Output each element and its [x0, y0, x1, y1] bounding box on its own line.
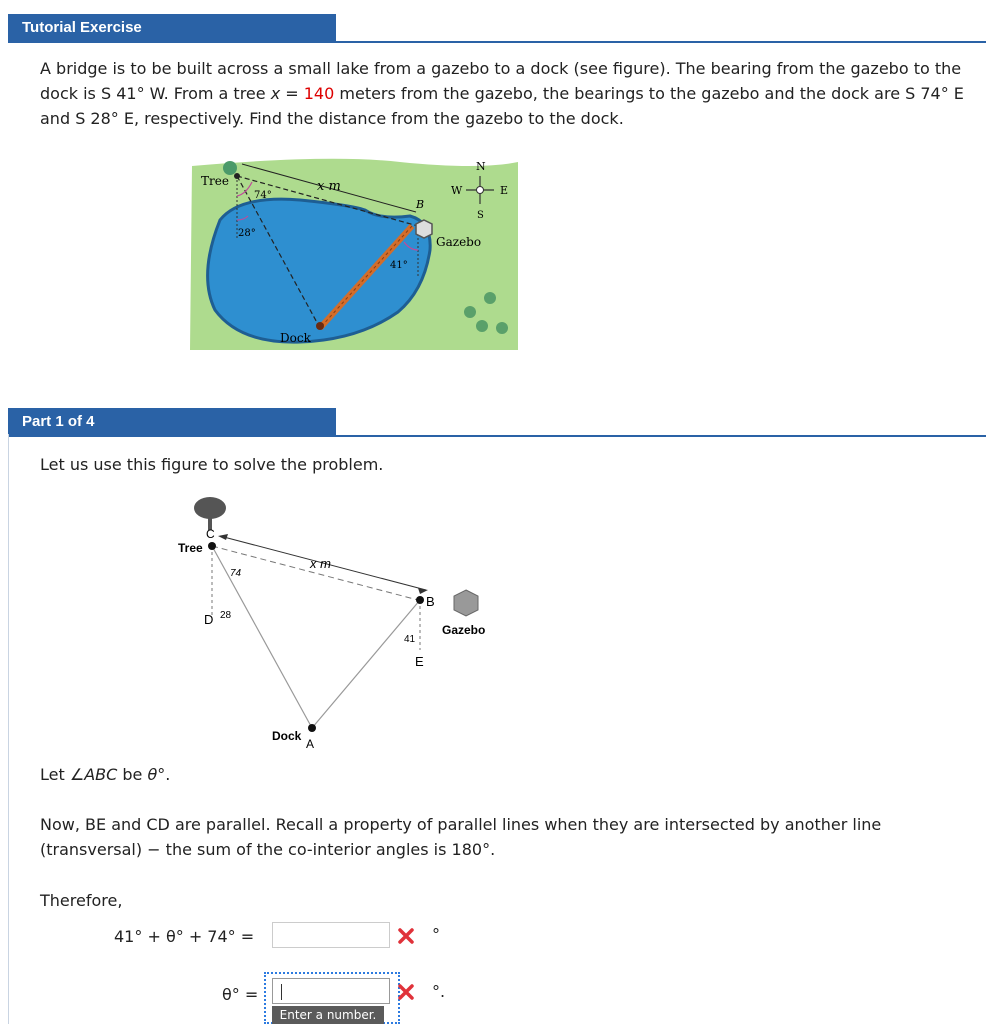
line-cb-dashed [212, 546, 418, 600]
part-header [8, 408, 986, 438]
point-c [208, 542, 216, 550]
equation-2-input[interactable] [272, 978, 390, 1004]
input-tooltip: Enter a number. [272, 1006, 384, 1024]
line-ba [312, 600, 420, 728]
let-angle-text [40, 762, 170, 787]
label-tree: Tree [201, 174, 229, 188]
let-prefix: Let [40, 765, 70, 784]
label-28: 28° [238, 228, 256, 239]
x-equals: = [280, 84, 304, 103]
label-gazebo: Gazebo [442, 623, 486, 637]
gazebo-icon [416, 220, 432, 238]
label-tree: Tree [178, 541, 203, 555]
tree-point [234, 173, 240, 179]
label-e: E [415, 654, 424, 669]
let-mid: be [117, 765, 148, 784]
label-c: C [206, 527, 215, 541]
line-ca [212, 546, 312, 728]
problem-text-a: A bridge is to be built across a small lake from a gazebo to a dock (see figure). The bearing from the gazebo to the dock is S 41° W. From a tree [40, 59, 962, 103]
point-a [308, 724, 316, 732]
gazebo-icon [454, 590, 478, 616]
tree-icon [223, 161, 237, 175]
compass-e: E [500, 184, 509, 197]
label-b: B [416, 198, 425, 211]
label-41: 41° [390, 260, 408, 271]
label-xm: x m [310, 556, 331, 571]
label-gazebo: Gazebo [436, 235, 482, 249]
part-frame-left [8, 434, 9, 1024]
text-caret [281, 984, 282, 1000]
label-dock: Dock [280, 331, 311, 345]
theta-symbol: θ [147, 765, 158, 784]
equation-2-unit: °. [432, 982, 446, 1001]
label-d: D [204, 612, 214, 627]
header-rule [8, 41, 986, 43]
problem-statement [40, 56, 970, 131]
label-b: B [426, 594, 435, 609]
therefore-text: Therefore, [40, 891, 123, 910]
let-suffix: °. [157, 765, 171, 784]
compass-n: N [476, 160, 486, 173]
part-header-rule [8, 435, 986, 437]
equation-1-label: 41° + θ° + 74° = [114, 927, 255, 946]
equation-1-unit: ° [432, 925, 440, 944]
parallel-property-text: Now, BE and CD are parallel. Recall a property of parallel lines when they are intersected by another line (transversal) − the sum of the co-interior angles is 180°. [40, 815, 882, 859]
point-b [416, 596, 424, 604]
tutorial-header [8, 14, 986, 44]
incorrect-icon [397, 927, 415, 945]
lake-figure [180, 150, 520, 355]
label-xm: x m [317, 179, 341, 194]
label-74: 74 [230, 568, 242, 579]
compass-w: W [451, 184, 463, 197]
label-74: 74° [254, 190, 272, 201]
part-intro: Let us use this figure to solve the problem. [40, 455, 384, 474]
dock-point [316, 322, 324, 330]
x-variable: x [270, 84, 281, 103]
tutorial-header-title: Tutorial Exercise [8, 14, 336, 42]
x-value: 140 [303, 84, 335, 103]
tree-icon [194, 497, 226, 530]
label-dock: Dock [272, 729, 302, 743]
label-28: 28 [220, 610, 232, 621]
compass-s: S [477, 210, 484, 221]
incorrect-icon [397, 983, 415, 1001]
label-41: 41 [404, 634, 416, 645]
geometry-figure [172, 490, 502, 755]
angle-abc: ∠ABC [69, 765, 118, 784]
equation-1-input[interactable] [272, 922, 390, 948]
arrowhead-c [218, 534, 228, 540]
equation-2-label: θ° = [222, 985, 259, 1004]
problem-text-b: meters from the gazebo, the bearings to the gazebo and the dock are S 74° E and S 28° E, respectively. Find the distance from the gazebo to the dock. [40, 84, 964, 128]
part-header-title: Part 1 of 4 [8, 408, 336, 436]
label-a: A [306, 737, 315, 751]
